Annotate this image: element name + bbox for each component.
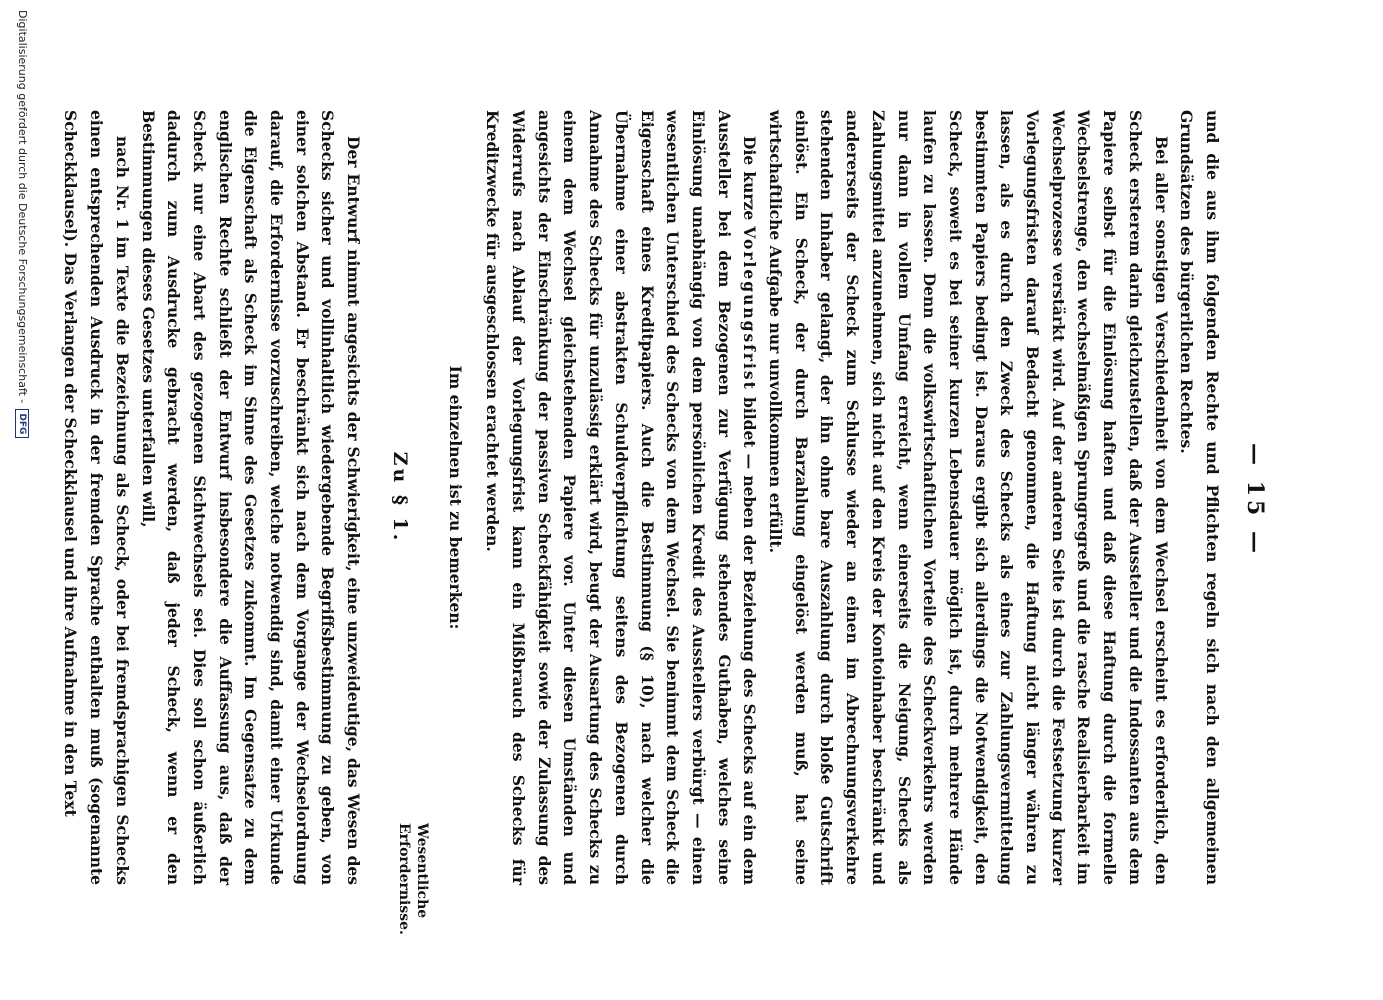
paragraph: Im einzelnen ist zu bemerken: (445, 365, 465, 630)
paragraph (480, 110, 763, 885)
dfg-logo: DFG (15, 409, 29, 438)
body-text (58, 110, 1225, 885)
paragraph-rest: bildet — neben der Beziehung des Schecks auf ein dem Aussteller bei dem Bezogenen zur Verfügung stehendes Guthaben, welches seine Einlösung unabhängig von dem persönlichen Kredit des Ausstellers verbürgt — einen wesentlichen Unterschied des Schecks von dem Wechsel. Sie benimmt dem Scheck die Eigenschaft eines Kreditpapiers. Auch die Bestimmung (§ 10), nach welcher die Übernahme einer abstrakten Schuldverpflichtung seitens des Bezogenen durch Annahme des Schecks für unzulässig erklärt wird, beugt der Ausartung des Schecks zu einem dem Wechsel gleichstehenden Papiere vor. Unter diesen Umständen und angesichts der Einschränkung der passiven Scheckfähigkeit sowie der Zulassung des Widerrufs nach Ablauf der Vorlegungsfrist kann ein Mißbrauch des Schecks für Kreditzwecke für ausgeschlossen erachtet werden. (483, 110, 760, 885)
margin-note-line: Erfordernisse. (396, 823, 412, 935)
digitization-credit (15, 10, 29, 990)
margin-note (395, 823, 431, 953)
paragraph: und die aus ihm folgenden Rechte und Pflichten regeln sich nach den allgemeinen Grundsätzen des bürgerlichen Rechtes. (1177, 110, 1222, 885)
section-heading: Zu § 1. (388, 451, 411, 544)
page-number: — 15 — (1242, 443, 1268, 557)
margin-note-line: Wesentliche (414, 823, 430, 919)
paragraph: Der Entwurf nimmt angesichts der Schwierigkeit, eine unzweideutige, das Wesen des Schecks sicher und vollinhaltlich wiedergebende Begriffsbestimmung zu geben, von einer solchen Abstand. Er beschränkt sich nach dem Vorgange der Wechselordnung darauf, die Erfordernisse vorzuschreiben, welche notwendig sind, damit einer Urkunde die Eigenschaft als Scheck im Sinne des Gesetzes zukommt. Im Gegensatze zu dem englischen Rechte schließt der Entwurf insbesondere die Auffassung aus, daß der Scheck nur eine Abart des gezogenen Sichtwechsels sei. Dies soll schon äußerlich dadurch zum Ausdrucke gebracht werden, daß jeder Scheck, wenn er den Bestimmungen dieses Gesetzes unterfallen will, (138, 110, 364, 885)
paragraph-lead: Die kurze (740, 136, 760, 221)
credit-text: Digitalisierung gefördert durch die Deutsche Forschungsgemeinschaft - (16, 10, 29, 404)
paragraph: nach Nr. 1 im Texte die Bezeichnung als Scheck, oder bei fremdsprachigen Schecks einen entsprechenden Ausdruck in der fremden Sprache enthalten muß (sogenannte Scheckklausel). Das Verlangen der Scheckklausel und ihre Aufnahme in den Text (61, 110, 132, 885)
paragraph: Bei aller sonstigen Verschiedenheit von dem Wechsel erscheint es erforderlich, den Scheck ersterem darin gleichzustellen, daß der Aussteller und die Indossanten aus dem Papiere selbst für die Einlösung haften und daß diese Haftung durch die formelle Wechselstrenge, den wechselmäßigen Sprungregreß und die rasche Realisierbarkeit im Wechselprozesse verstärkt wird. Auf der anderen Seite ist durch die Festsetzung kurzer Vorlegungsfristen darauf Bedacht genommen, die Haftung nicht länger währen zu lassen, als es durch den Zweck des Schecks als eines zur Zahlungsvermittelung bestimmten Papiers bedingt ist. Daraus ergibt sich allerdings die Notwendigkeit, den Scheck, soweit es bei seiner kurzen Lebensdauer möglich ist, durch mehrere Hände laufen zu lassen. Denn die volkswirtschaftlichen Vorteile des Scheckverkehrs werden nur dann in vollem Umfang erreicht, wenn einerseits die Neigung, Schecks als Zahlungsmittel anzunehmen, sich nicht auf den Kreis der Kontoinhaber beschränkt und andererseits der Scheck zum Schlusse wieder an einen im Abrechnungsverkehre stehenden Inhaber gelangt, der ihn ohne bare Auszahlung durch bloße Gutschrift einlöst. Ein Scheck, der durch Barzahlung eingelöst werden muß, hat seine wirtschaftliche Aufgabe nur unvollkommen erfüllt. (766, 110, 1171, 885)
emphasized-term: Vorlegungsfrist (740, 226, 760, 391)
